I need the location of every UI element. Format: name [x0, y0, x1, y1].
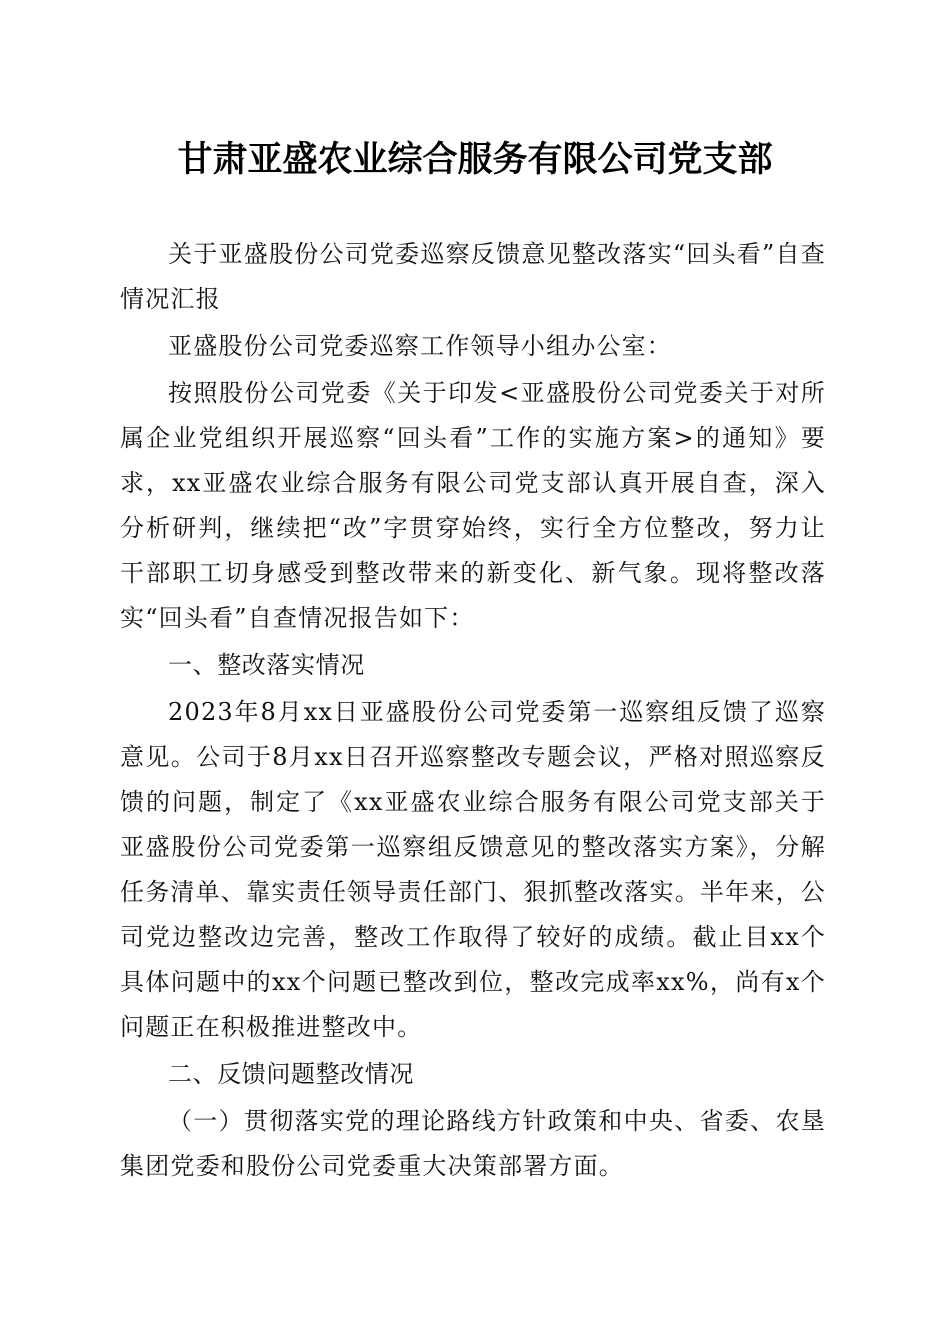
intro-paragraph: 按照股份公司党委《关于印发<亚盛股份公司党委关于对所属企业党组织开展巡察“回头看”工作的实施方案>的通知》要求，xx亚盛农业综合服务有限公司党支部认真开展自查，深入分析研判，继续把“改”字贯穿始终，实行全方位整改，努力让干部职工切身感受到整改带来的新变化、新气象。现将整改落实“回头看”自查情况报告如下：: [120, 379, 826, 632]
document-body: [120, 232, 826, 1189]
document-title: 甘肃亚盛农业综合服务有限公司党支部: [177, 139, 773, 180]
section-heading-2: 二、反馈问题整改情况: [168, 1060, 414, 1088]
section-paragraph-1: 2023年8月xx日亚盛股份公司党委第一巡察组反馈了巡察意见。公司于8月xx日召开巡察整改专题会议，严格对照巡察反馈的问题，制定了《xx亚盛农业综合服务有限公司党支部关于亚盛股份公司党委第一巡察组反馈意见的整改落实方案》，分解任务清单、靠实责任领导责任部门、狠抓整改落实。半年来，公司党边整改边完善，整改工作取得了较好的成绩。截止目xx个具体问题中的xx个问题已整改到位，整改完成率xx%，尚有x个问题正在积极推进整改中。: [120, 698, 826, 1041]
subsection-heading-1: （一）贯彻落实党的理论路线方针政策和中央、省委、农垦集团党委和股份公司党委重大决策部署方面。: [120, 1107, 826, 1180]
addressee: 亚盛股份公司党委巡察工作领导小组办公室：: [168, 332, 672, 360]
section-heading-1: 一、整改落实情况: [168, 651, 365, 679]
report-title: 关于亚盛股份公司党委巡察反馈意见整改落实“回头看”自查情况汇报: [120, 240, 826, 313]
